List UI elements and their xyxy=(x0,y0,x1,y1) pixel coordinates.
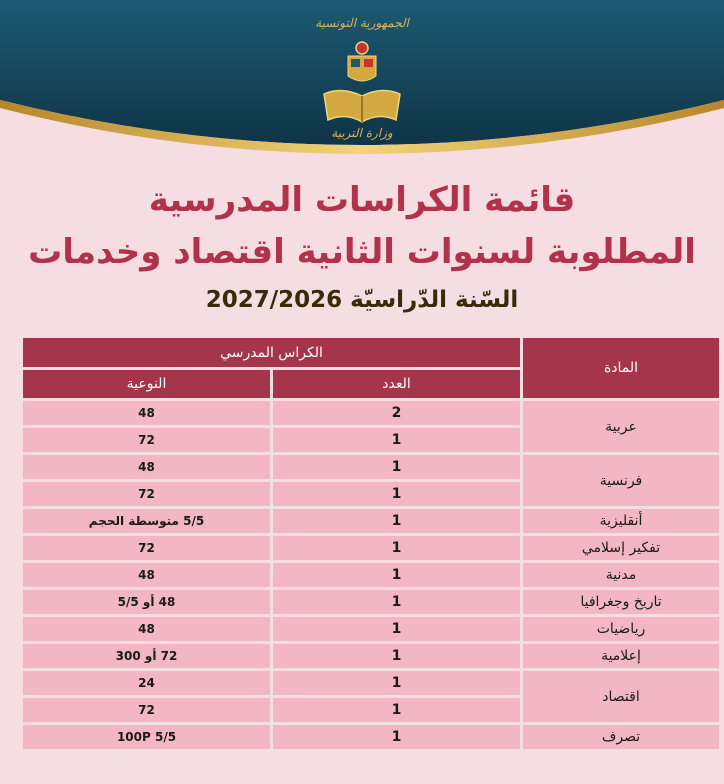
type-cell: 72 xyxy=(23,698,270,722)
subject-cell: اقتصاد xyxy=(523,671,719,722)
count-cell: 1 xyxy=(273,509,520,533)
table-row xyxy=(23,725,719,749)
table-row xyxy=(23,536,719,560)
count-cell: 1 xyxy=(273,617,520,641)
ministry-emblem xyxy=(312,14,412,149)
table-row xyxy=(23,671,719,695)
subject-cell: مدنية xyxy=(523,563,719,587)
count-cell: 1 xyxy=(273,482,520,506)
type-cell: 24 xyxy=(23,671,270,695)
notebooks-table xyxy=(20,335,722,752)
count-cell: 1 xyxy=(273,536,520,560)
header-subject: المادة xyxy=(523,338,719,398)
table-row xyxy=(23,401,719,425)
table-row xyxy=(23,590,719,614)
subject-cell: فرنسية xyxy=(523,455,719,506)
type-cell: 72 xyxy=(23,428,270,452)
count-cell: 1 xyxy=(273,725,520,749)
table-row xyxy=(23,563,719,587)
header-count: العدد xyxy=(273,370,520,398)
header-type: النوعية xyxy=(23,370,270,398)
subject-cell: أنقليزية xyxy=(523,509,719,533)
table-row xyxy=(23,644,719,668)
table-row xyxy=(23,617,719,641)
type-cell: 5/5 100P xyxy=(23,725,270,749)
type-cell: 72 xyxy=(23,482,270,506)
subject-cell: تفكير إسلامي xyxy=(523,536,719,560)
subject-cell: تصرف xyxy=(523,725,719,749)
count-cell: 1 xyxy=(273,428,520,452)
type-cell: 72 xyxy=(23,536,270,560)
type-cell: 48 xyxy=(23,617,270,641)
count-cell: 1 xyxy=(273,671,520,695)
count-cell: 2 xyxy=(273,401,520,425)
count-cell: 1 xyxy=(273,455,520,479)
type-cell: 48 xyxy=(23,455,270,479)
table-row xyxy=(23,455,719,479)
type-cell: 48 xyxy=(23,563,270,587)
type-cell: 48 أو 5/5 xyxy=(23,590,270,614)
table-body xyxy=(23,401,719,749)
count-cell: 1 xyxy=(273,644,520,668)
table-row xyxy=(23,509,719,533)
page-title: قائمة الكراسات المدرسية xyxy=(148,180,576,220)
type-cell: 48 xyxy=(23,401,270,425)
count-cell: 1 xyxy=(273,563,520,587)
type-cell: 72 أو 300 xyxy=(23,644,270,668)
type-cell: 5/5 متوسطة الحجم xyxy=(23,509,270,533)
emblem-bottom-text: وزارة التربية xyxy=(331,126,393,140)
emblem-top-text: الجمهورية التونسية xyxy=(315,16,409,30)
count-cell: 1 xyxy=(273,590,520,614)
school-year: السّنة الدّراسيّة 2027/2026 xyxy=(205,287,519,313)
page-subtitle: المطلوبة لسنوات الثانية اقتصاد وخدمات xyxy=(28,232,696,272)
subject-cell: إعلامية xyxy=(523,644,719,668)
count-cell: 1 xyxy=(273,698,520,722)
header-notebook: الكراس المدرسي xyxy=(23,338,520,367)
subject-cell: تاريخ وجغرافيا xyxy=(523,590,719,614)
subject-cell: عربية xyxy=(523,401,719,452)
subject-cell: رياضيات xyxy=(523,617,719,641)
